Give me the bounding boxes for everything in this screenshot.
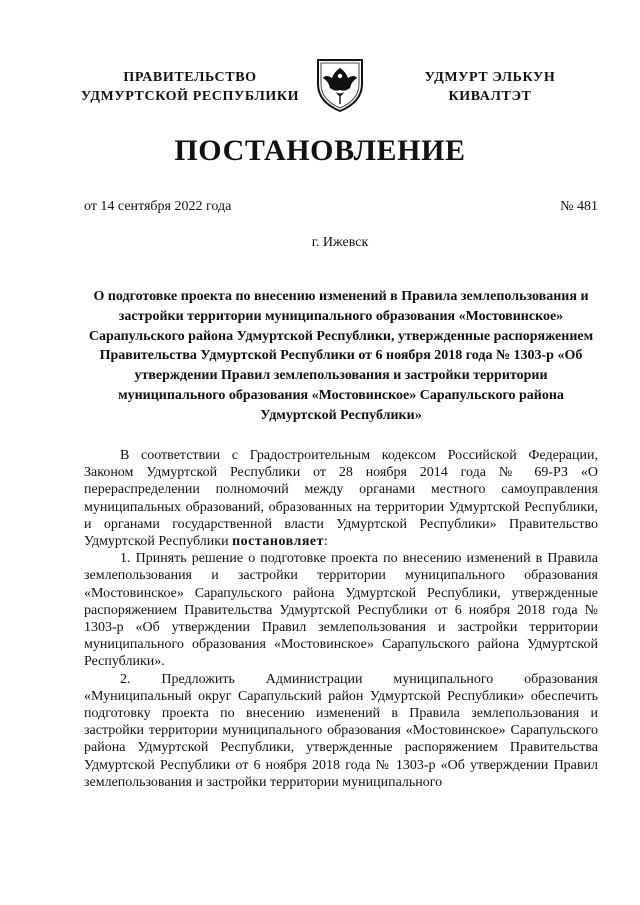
issuer-udmurt-line-2: КИВАЛТЭТ <box>448 89 532 104</box>
item-2-paragraph: 2. Предложить Администрации муниципального образования «Муниципальный округ Сарапульский район Удмуртской Республики» обеспечить подготовку проекта по внесению изменений в Правила землепользования и застройки территории муниципального образования «Мостовинское» Сарапульского района Удмуртской Республики, утвержденные распоряжением Правительства Удмуртской Республики от 6 ноября 2018 года № 1303-р «Об утверждении Правил землепользования и застройки территории муниципального <box>84 671 598 790</box>
issuer-name-russian <box>70 68 310 106</box>
preamble-text: В соответствии с Градостроительным кодексом Российской Федерации, Законом Удмуртской Республики от 28 ноября 2014 года № 69-РЗ «О перераспределении полномочий между органами местного самоуправления муниципальных образований, образованных на территории Удмуртской Республики, и органами государственной власти Удмуртской Республики» Правительство Удмуртской Республики <box>84 448 598 550</box>
document-city: г. Ижевск <box>311 235 369 250</box>
document-subject: О подготовке проекта по внесению изменений в Правила землепользования и застройки территории муниципального образования «Мостовинское» Сарапульского района Удмуртской Республики, утвержденные распоряжением Правительства Удмуртской Республики от 6 ноября 2018 года № 1303-р «Об утверждении Правил землепользования и застройки территории муниципального образования «Мостовинское» Сарапульского района Удмуртской Республики» <box>88 289 594 423</box>
document-body <box>84 447 598 791</box>
resolves-colon: : <box>324 534 328 550</box>
coat-of-arms-icon <box>313 56 367 114</box>
issuer-name-udmurt <box>402 68 578 106</box>
preamble-paragraph <box>84 447 598 550</box>
document-meta <box>84 199 598 215</box>
issuer-udmurt-line-1: УДМУРТ ЭЛЬКУН <box>424 70 556 85</box>
resolves-keyword: постановляет <box>232 534 325 550</box>
document-date: от 14 сентября 2022 года <box>84 199 232 214</box>
issuer-line-1: ПРАВИТЕЛЬСТВО <box>123 70 257 85</box>
document-title: ПОСТАНОВЛЕНИЕ <box>174 134 466 167</box>
document-number: № 481 <box>560 199 598 214</box>
issuer-line-2: УДМУРТСКОЙ РЕСПУБЛИКИ <box>80 89 300 104</box>
item-1-paragraph: 1. Принять решение о подготовке проекта по внесению изменений в Правила землепользования и застройки территории муниципального образования «Мостовинское» Сарапульского района Удмуртской Республики, утвержденные распоряжением Правительства Удмуртской Республики от 6 ноября 2018 года № 1303-р «Об утверждении Правил землепользования и застройки территории муниципального образования «Мостовинское» Сарапульского района Удмуртской Республики». <box>84 551 598 670</box>
